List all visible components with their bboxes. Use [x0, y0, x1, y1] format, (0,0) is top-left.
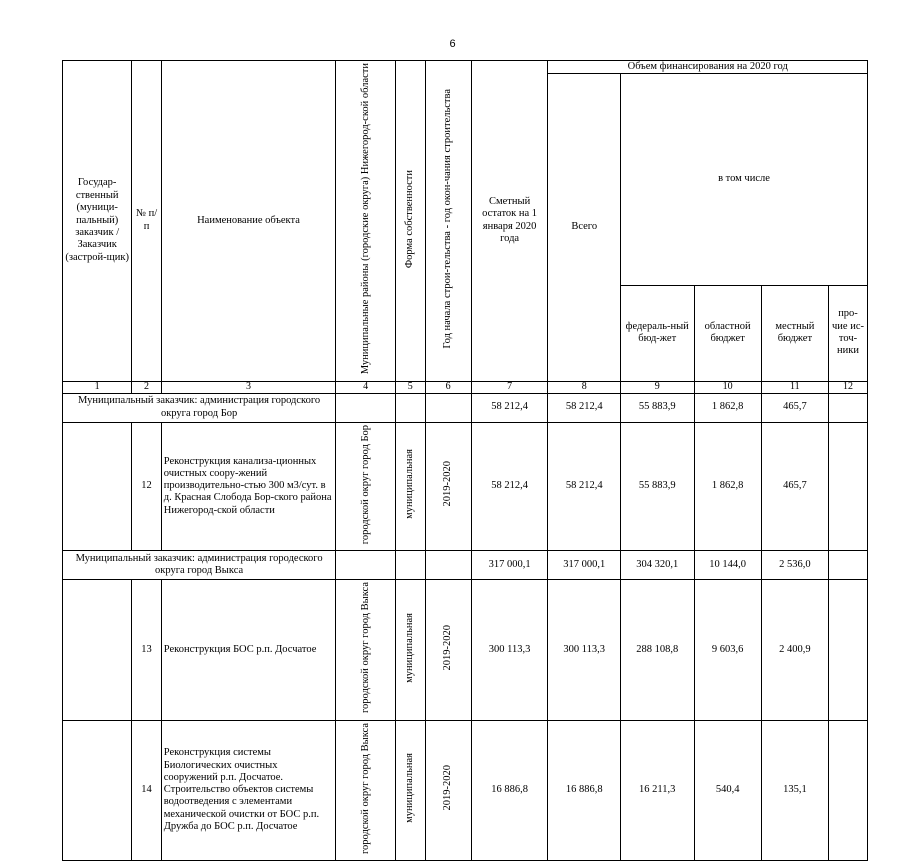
object-row	[63, 422, 868, 551]
summary-row	[63, 551, 868, 580]
header-funding: Объем финансирования на 2020 год	[548, 61, 868, 74]
total-cell: 58 212,4	[548, 393, 621, 422]
local-cell: 135,1	[761, 720, 828, 860]
local-cell: 465,7	[761, 393, 828, 422]
column-number: 12	[829, 381, 868, 393]
other-cell	[829, 393, 868, 422]
ownership-cell: муниципальная	[396, 580, 425, 720]
years-cell: 2019-2020	[425, 422, 471, 551]
object-row	[63, 580, 868, 720]
header-ownership: Форма собственности	[396, 61, 425, 382]
regional-cell: 10 144,0	[694, 551, 761, 580]
header-years: Год начала строи-тельства - год окон-чания строительства	[425, 61, 471, 382]
column-number: 2	[132, 381, 161, 393]
remainder-cell: 317 000,1	[471, 551, 548, 580]
object-name: Реконструкция системы Биологических очистных сооружений р.п. Досчатое. Строительство объектов системы водоотведения с элементами механической очистки от БОС р.п. Дружба до БОС р.п. Досчатое	[161, 720, 335, 860]
regional-cell: 1 862,8	[694, 422, 761, 551]
remainder-cell: 58 212,4	[471, 422, 548, 551]
summary-row	[63, 393, 868, 422]
page-number: 6	[449, 38, 456, 50]
column-number: 1	[63, 381, 132, 393]
column-number: 7	[471, 381, 548, 393]
column-number: 9	[620, 381, 694, 393]
customer-label: Муниципальный заказчик: администрация городского округа город Бор	[63, 393, 336, 422]
column-number: 3	[161, 381, 335, 393]
header-total: Всего	[548, 74, 621, 381]
federal-cell: 55 883,9	[620, 422, 694, 551]
column-number: 10	[694, 381, 761, 393]
years-cell: 2019-2020	[425, 720, 471, 860]
total-cell: 16 886,8	[548, 720, 621, 860]
regional-cell: 540,4	[694, 720, 761, 860]
object-name: Реконструкция канализа-ционных очистных соору-жений производительно-стью 300 м3/сут. в д. Красная Слобода Бор-ского района Нижегород-ской области	[161, 422, 335, 551]
object-number: 12	[132, 422, 161, 551]
regional-cell: 1 862,8	[694, 393, 761, 422]
remainder-cell: 16 886,8	[471, 720, 548, 860]
header-federal: федераль-ный бюд-жет	[620, 285, 694, 381]
column-number: 6	[425, 381, 471, 393]
column-number: 5	[396, 381, 425, 393]
federal-cell: 304 320,1	[620, 551, 694, 580]
header-remainder: Сметный остаток на 1 января 2020 года	[471, 61, 548, 382]
column-number: 4	[336, 381, 396, 393]
header-including: в том числе	[620, 74, 867, 285]
header-row-1	[63, 61, 868, 74]
header-number: № п/п	[132, 61, 161, 382]
federal-cell: 55 883,9	[620, 393, 694, 422]
other-cell	[829, 720, 868, 860]
object-name: Реконструкция БОС р.п. Досчатое	[161, 580, 335, 720]
regional-cell: 9 603,6	[694, 580, 761, 720]
column-number: 11	[761, 381, 828, 393]
ownership-cell: муниципальная	[396, 422, 425, 551]
header-object-name: Наименование объекта	[161, 61, 335, 382]
years-cell: 2019-2020	[425, 580, 471, 720]
local-cell: 2 536,0	[761, 551, 828, 580]
remainder-cell: 58 212,4	[471, 393, 548, 422]
object-number: 13	[132, 580, 161, 720]
local-cell: 465,7	[761, 422, 828, 551]
header-regional: областной бюджет	[694, 285, 761, 381]
federal-cell: 288 108,8	[620, 580, 694, 720]
other-cell	[829, 422, 868, 551]
ownership-cell: муниципальная	[396, 720, 425, 860]
local-cell: 2 400,9	[761, 580, 828, 720]
object-row	[63, 720, 868, 860]
district-cell: городской округ город Выкса	[336, 580, 396, 720]
column-number-row	[63, 381, 868, 393]
financing-table	[62, 60, 868, 861]
object-number: 14	[132, 720, 161, 860]
other-cell	[829, 551, 868, 580]
district-cell: городской округ город Бор	[336, 422, 396, 551]
total-cell: 300 113,3	[548, 580, 621, 720]
total-cell: 317 000,1	[548, 551, 621, 580]
federal-cell: 16 211,3	[620, 720, 694, 860]
total-cell: 58 212,4	[548, 422, 621, 551]
column-number: 8	[548, 381, 621, 393]
header-local: местный бюджет	[761, 285, 828, 381]
header-district: Муниципальные районы (городские округа) Нижегород-ской области	[336, 61, 396, 382]
header-other: про-чие ис-точ-ники	[829, 285, 868, 381]
other-cell	[829, 580, 868, 720]
header-customer: Государ-ственный (муници-пальный) заказчик / Заказчик (застрой-щик)	[63, 61, 132, 382]
district-cell: городской округ город Выкса	[336, 720, 396, 860]
customer-label: Муниципальный заказчик: администрация городеского округа город Выкса	[63, 551, 336, 580]
remainder-cell: 300 113,3	[471, 580, 548, 720]
